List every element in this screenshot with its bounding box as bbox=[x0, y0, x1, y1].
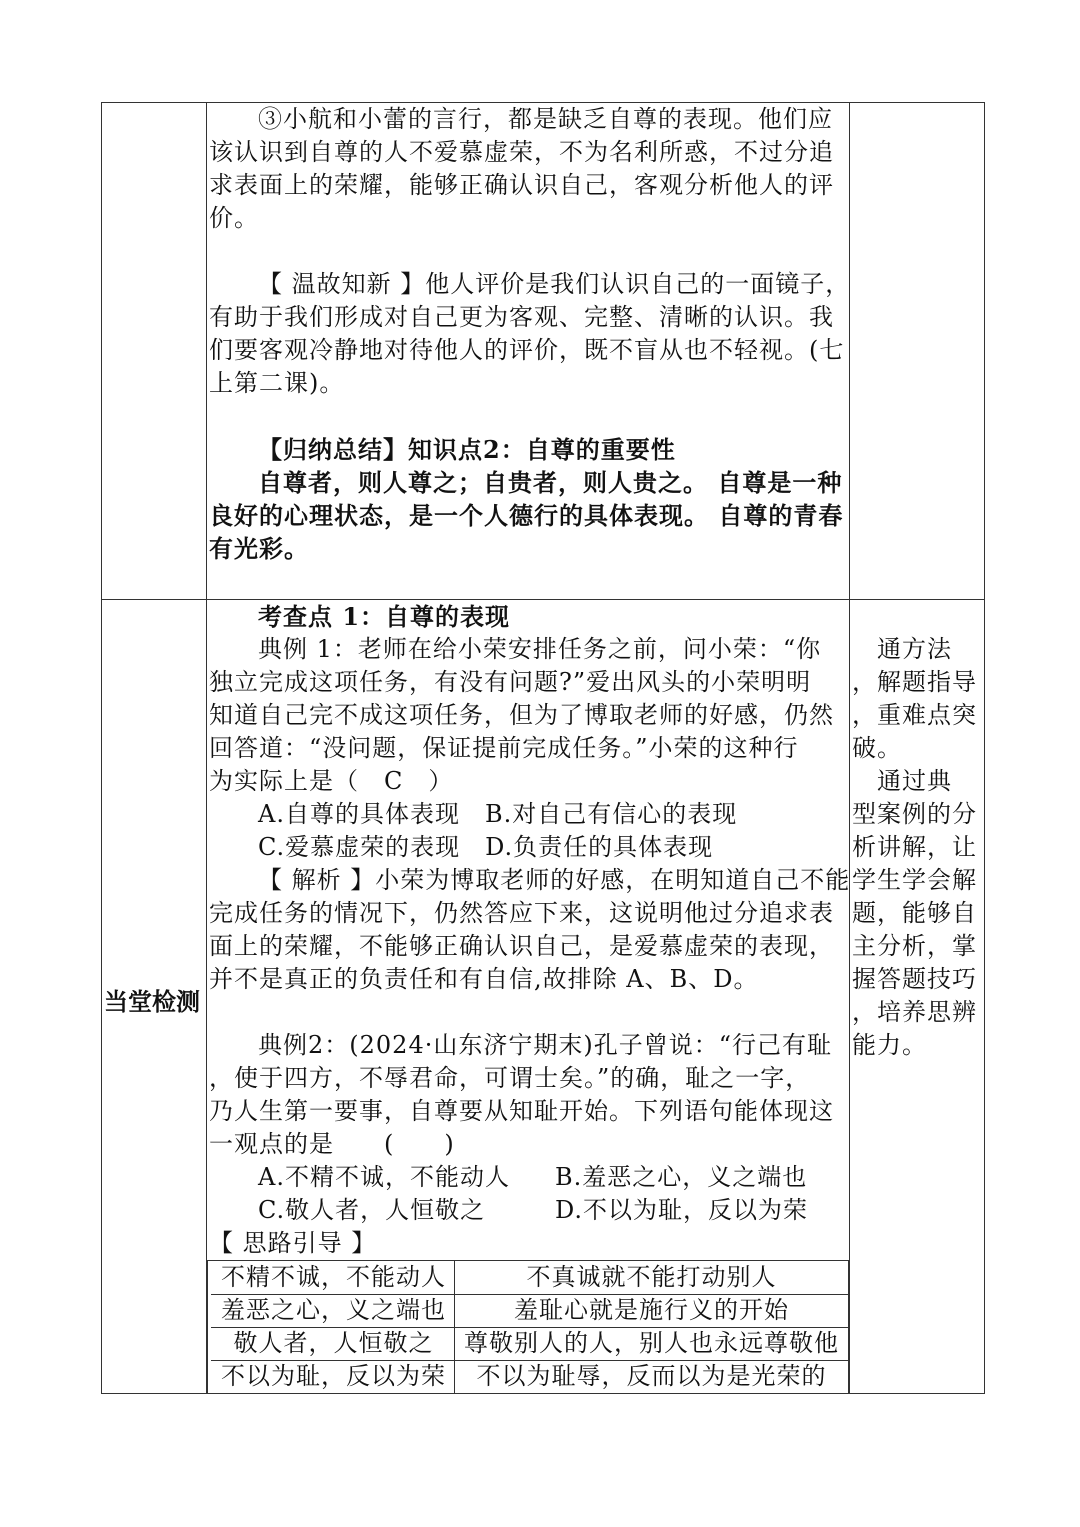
right-line: 主分析，掌 bbox=[852, 932, 977, 960]
summary-line: 自尊者，则人尊之；自贵者，则人贵之。 自尊是一种 bbox=[258, 468, 843, 497]
right-line: 破。 bbox=[852, 734, 902, 762]
example1-line: 为实际上是（ C ） bbox=[209, 767, 454, 795]
summary-line: 良好的心理状态，是一个人德行的具体表现。 自尊的青春 bbox=[209, 501, 844, 530]
example1-option: A.自尊的具体表现 B.对自己有信心的表现 bbox=[258, 800, 738, 828]
guide-row bbox=[207, 1261, 849, 1294]
right-line: ，培养思辨 bbox=[852, 998, 977, 1026]
example1-option: C.爱慕虚荣的表现 D.负责任的具体表现 bbox=[258, 833, 714, 861]
guide-phrase: 不以为耻，反以为荣 bbox=[207, 1360, 455, 1393]
example1-line: 回答道：“没问题，保证提前完成任务。”小荣的这种行 bbox=[209, 734, 799, 762]
example1-line: 知道自己完不成这项任务，但为了博取老师的好感，仍然 bbox=[209, 701, 834, 729]
guide-label: 【 思路引导 】 bbox=[209, 1229, 377, 1257]
example2-option-c: C.敬人者，人恒敬之 bbox=[258, 1196, 486, 1224]
analysis-line: 【 解析 】小荣为博取老师的好感，在明知道自己不能 bbox=[258, 866, 851, 894]
example2-line: 典例2：(2024·山东济宁期末)孔子曾说：“行己有耻 bbox=[258, 1031, 832, 1059]
review-line: 【 温故知新 】他人评价是我们认识自己的一面镜子， bbox=[258, 270, 851, 298]
right-line: 能力。 bbox=[852, 1031, 927, 1059]
right-line: 握答题技巧 bbox=[852, 965, 977, 993]
guide-meaning: 羞耻心就是施行义的开始 bbox=[455, 1294, 849, 1327]
example2-option-d: D.不以为耻，反以为荣 bbox=[555, 1196, 809, 1224]
top-line: ③小航和小蕾的言行，都是缺乏自尊的表现。他们应 bbox=[258, 105, 833, 133]
analysis-line: 完成任务的情况下，仍然答应下来，这说明他过分追求表 bbox=[209, 899, 834, 927]
guide-phrase: 敬人者，人恒敬之 bbox=[207, 1327, 455, 1360]
guide-phrase: 不精不诚，不能动人 bbox=[207, 1261, 455, 1294]
guide-meaning: 不以为耻辱，反而以为是光荣的 bbox=[455, 1360, 849, 1393]
example2-option-a: A.不精不诚，不能动人 bbox=[258, 1163, 510, 1191]
row-divider bbox=[102, 599, 984, 600]
guide-phrase: 羞恶之心，义之端也 bbox=[207, 1294, 455, 1327]
example2-line: ，使于四方，不辱君命，可谓士矣。”的确，耻之一字， bbox=[209, 1064, 811, 1092]
right-line: 题，能够自 bbox=[852, 899, 977, 927]
section-label: 当堂检测 bbox=[104, 988, 200, 1016]
right-line: ，解题指导 bbox=[852, 668, 977, 696]
right-line: ，重难点突 bbox=[852, 701, 977, 729]
top-line: 求表面上的荣耀，能够正确认识自己，客观分析他人的评 bbox=[209, 171, 834, 199]
example1-line: 典例 1：老师在给小荣安排任务之前，问小荣：“你 bbox=[258, 635, 822, 663]
analysis-line: 面上的荣耀，不能够正确认识自己，是爱慕虚荣的表现， bbox=[209, 932, 834, 960]
guide-meaning: 不真诚就不能打动别人 bbox=[455, 1261, 849, 1294]
guide-meaning: 尊敬别人的人，别人也永远尊敬他 bbox=[455, 1327, 849, 1360]
right-line: 型案例的分 bbox=[852, 800, 977, 828]
guide-row bbox=[207, 1294, 849, 1327]
summary-line: 有光彩。 bbox=[209, 534, 309, 563]
top-line: 价。 bbox=[209, 204, 259, 232]
example1-line: 独立完成这项任务，有没有问题?”爱出风头的小荣明明 bbox=[209, 668, 812, 696]
right-line: 通方法 bbox=[852, 635, 952, 663]
guide-table bbox=[207, 1260, 849, 1393]
guide-row bbox=[207, 1360, 849, 1393]
column-divider-left bbox=[206, 103, 207, 1393]
example2-option-b: B.羞恶之心，义之端也 bbox=[555, 1163, 808, 1191]
guide-row bbox=[207, 1327, 849, 1360]
review-line: 们要客观冷静地对待他人的评价，既不盲从也不轻视。(七 bbox=[209, 336, 845, 364]
right-line: 析讲解，让 bbox=[852, 833, 977, 861]
example2-line: 一观点的是 ( ) bbox=[209, 1130, 455, 1158]
example2-line: 乃人生第一要事，自尊要从知耻开始。下列语句能体现这 bbox=[209, 1097, 834, 1125]
check-heading: 考查点 1：自尊的表现 bbox=[258, 602, 511, 631]
review-line: 上第二课)。 bbox=[209, 369, 345, 397]
analysis-line: 并不是真正的负责任和有自信,故排除 A、B、D。 bbox=[209, 965, 759, 993]
summary-heading: 【归纳总结】知识点2：自尊的重要性 bbox=[258, 435, 676, 464]
review-line: 有助于我们形成对自己更为客观、完整、清晰的认识。我 bbox=[209, 303, 834, 331]
right-line: 学生学会解 bbox=[852, 866, 977, 894]
top-line: 该认识到自尊的人不爱慕虚荣，不为名利所惑，不过分追 bbox=[209, 138, 834, 166]
right-line: 通过典 bbox=[852, 767, 952, 795]
